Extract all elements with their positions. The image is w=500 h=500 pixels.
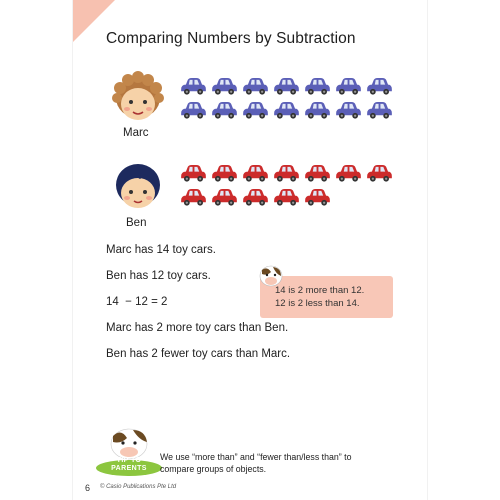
toy-car-icon [179,77,208,96]
toy-car-icon [334,101,363,120]
toy-car-icon [365,77,394,96]
tip-text-line-1: We use “more than” and “fewer than/less than” to [160,452,352,462]
statement-marc-count: Marc has 14 toy cars. [106,244,216,256]
toy-car-icon [272,188,301,207]
copyright: © Casio Publications Pte Ltd [100,484,177,490]
workbook-page [73,0,427,500]
toy-car-icon [365,164,394,183]
tip-badge-line-1: TIP TO [116,457,142,464]
toy-car-icon [179,188,208,207]
toy-car-icon [179,164,208,183]
toy-car-icon [241,101,270,120]
ben-label: Ben [126,217,147,229]
toy-car-icon [334,164,363,183]
tip-to-parents-badge [95,424,163,476]
toy-car-icon [303,188,332,207]
toy-car-icon [210,101,239,120]
toy-car-icon [210,77,239,96]
ben-cars-grid [179,164,396,207]
page-number: 6 [85,483,91,493]
statement-ben-count: Ben has 12 toy cars. [106,270,211,282]
tip-badge-line-2: PARENTS [111,465,147,472]
toy-car-icon [334,77,363,96]
hint-line-1: 14 is 2 more than 12. [275,285,365,296]
page-title: Comparing Numbers by Subtraction [106,30,356,47]
marc-avatar [106,68,170,132]
subtraction-equation: 14 − 12 = 2 [106,296,168,308]
marc-cars-grid [179,77,396,120]
ben-avatar [106,155,170,219]
hint-line-2: 12 is 2 less than 14. [275,298,360,309]
tip-text [160,451,352,475]
toy-car-icon [210,164,239,183]
statement-fewer-than: Ben has 2 fewer toy cars than Marc. [106,348,291,360]
toy-car-icon [303,101,332,120]
toy-car-icon [210,188,239,207]
toy-car-icon [179,101,208,120]
toy-car-icon [303,77,332,96]
toy-car-icon [241,77,270,96]
statement-more-than: Marc has 2 more toy cars than Ben. [106,322,289,334]
toy-car-icon [272,101,301,120]
toy-car-icon [272,164,301,183]
toy-car-icon [241,164,270,183]
toy-car-icon [365,101,394,120]
marc-label: Marc [123,127,149,139]
toy-car-icon [272,77,301,96]
cow-mascot-icon [257,264,285,288]
toy-car-icon [241,188,270,207]
toy-car-icon [303,164,332,183]
tip-text-line-2: compare groups of objects. [160,464,267,474]
